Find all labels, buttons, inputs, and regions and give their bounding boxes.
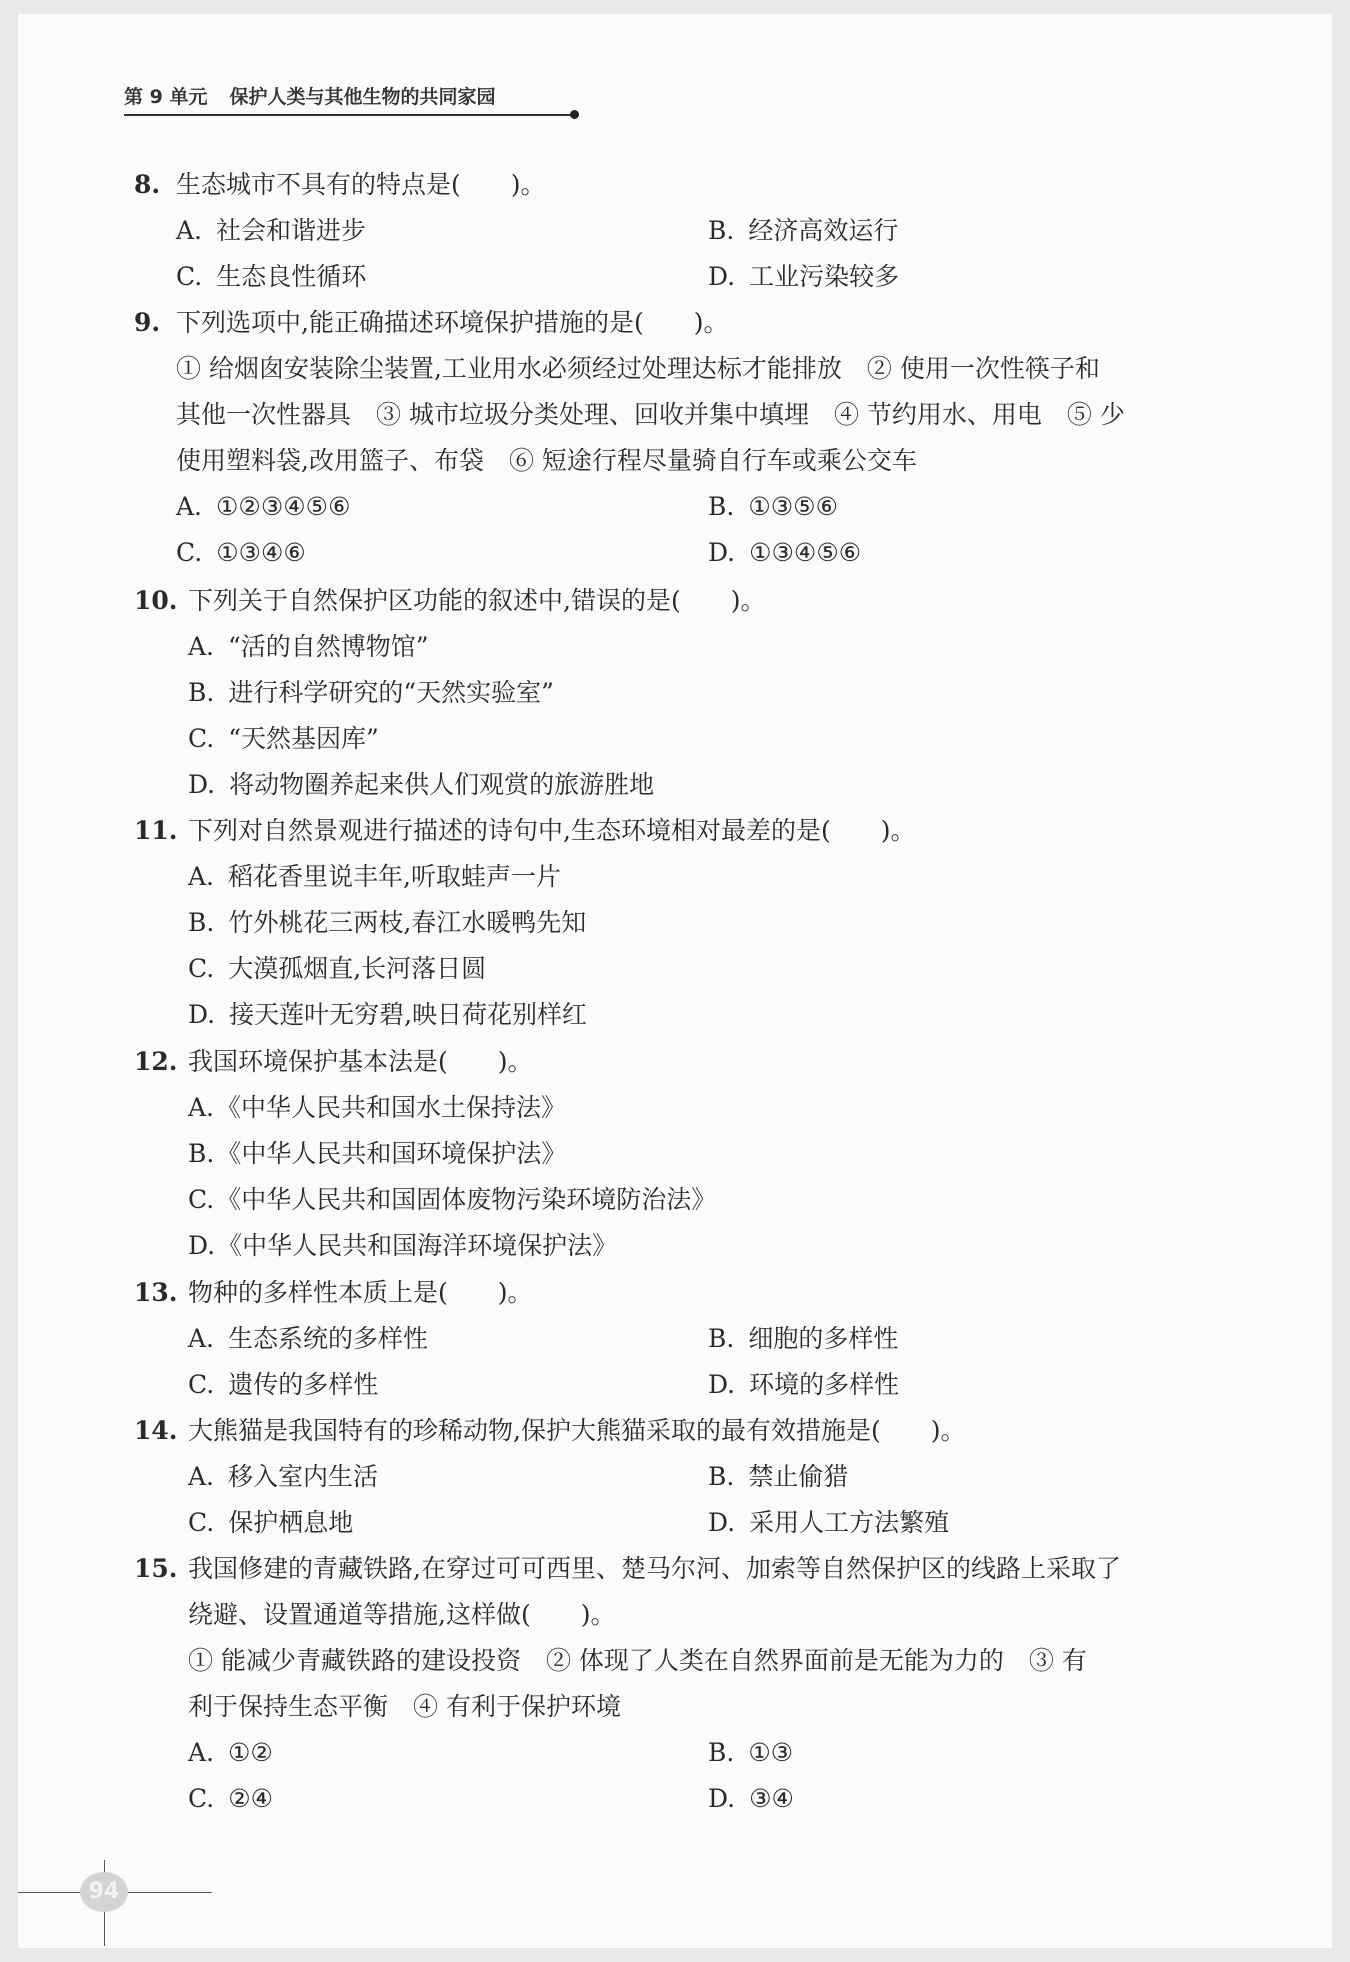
option-d: D. 接天莲叶无穷碧,映日荷花别样红 (188, 1000, 588, 1029)
header-rule (124, 114, 574, 116)
option-a: A. 社会和谐进步 (176, 216, 367, 245)
question-stem: 我国修建的青藏铁路,在穿过可可西里、楚马尔河、加索等自然保护区的线路上采取了 (188, 1554, 1121, 1583)
option-d: D. 环境的多样性 (708, 1370, 900, 1399)
question-stem: 下列关于自然保护区功能的叙述中,错误的是( )。 (188, 586, 766, 615)
option-d: D. ①③④⑤⑥ (708, 538, 862, 567)
option-a: A. 稻花香里说丰年,听取蛙声一片 (188, 862, 561, 891)
question-body-line: ① 给烟囱安装除尘装置,工业用水必须经过处理达标才能排放 ② 使用一次性筷子和 (176, 354, 1100, 383)
option-c: C. 生态良性循环 (176, 262, 367, 291)
option-c: C. 保护栖息地 (188, 1508, 354, 1537)
page-number: 94 (80, 1872, 128, 1912)
question-number: 15. (134, 1554, 178, 1583)
question-body-line: 其他一次性器具 ③ 城市垃圾分类处理、回收并集中填埋 ④ 节约用水、用电 ⑤ 少 (176, 400, 1125, 429)
option-b: B. 经济高效运行 (708, 216, 899, 245)
option-c: C. ①③④⑥ (176, 538, 306, 567)
header-dot (570, 110, 579, 119)
option-c: C. 大漠孤烟直,长河落日圆 (188, 954, 487, 983)
question-body-line: 绕避、设置通道等措施,这样做( )。 (188, 1600, 616, 1629)
unit-title: 保护人类与其他生物的共同家园 (229, 86, 496, 108)
question-number: 13. (134, 1278, 178, 1307)
question-body-line: ① 能减少青藏铁路的建设投资 ② 体现了人类在自然界面前是无能为力的 ③ 有 (188, 1646, 1087, 1675)
option-d: D. 将动物圈养起来供人们观赏的旅游胜地 (188, 770, 655, 799)
option-d: D. 工业污染较多 (708, 262, 900, 291)
unit-label: 第 9 单元 (124, 86, 208, 108)
question-number: 9. (134, 308, 161, 337)
option-a: A. 生态系统的多样性 (188, 1324, 429, 1353)
question-number: 14. (134, 1416, 178, 1445)
option-b: B.《中华人民共和国环境保护法》 (188, 1139, 567, 1168)
question-stem: 大熊猫是我国特有的珍稀动物,保护大熊猫采取的最有效措施是( )。 (188, 1416, 966, 1445)
option-a: A. ①② (188, 1738, 273, 1767)
question-body-line: 使用塑料袋,改用篮子、布袋 ⑥ 短途行程尽量骑自行车或乘公交车 (176, 446, 917, 475)
running-header (124, 82, 495, 109)
question-number: 11. (134, 816, 178, 845)
option-a: A. ①②③④⑤⑥ (176, 492, 351, 521)
option-a: A.《中华人民共和国水土保持法》 (188, 1093, 567, 1122)
option-a: A. “活的自然博物馆” (188, 632, 429, 661)
option-c: C. 遗传的多样性 (188, 1370, 379, 1399)
question-stem: 物种的多样性本质上是( )。 (188, 1278, 533, 1307)
question-number: 8. (134, 170, 161, 199)
option-d: D. 采用人工方法繁殖 (708, 1508, 950, 1537)
option-b: B. ①③ (708, 1738, 794, 1767)
option-b: B. ①③⑤⑥ (708, 492, 838, 521)
option-b: B. 禁止偷猎 (708, 1462, 849, 1491)
option-c: C.《中华人民共和国固体废物污染环境防治法》 (188, 1185, 717, 1214)
question-number: 10. (134, 586, 178, 615)
option-a: A. 移入室内生活 (188, 1462, 379, 1491)
question-stem: 生态城市不具有的特点是( )。 (176, 170, 546, 199)
option-d: D.《中华人民共和国海洋环境保护法》 (188, 1231, 618, 1260)
question-stem: 下列选项中,能正确描述环境保护措施的是( )。 (176, 308, 729, 337)
option-d: D. ③④ (708, 1784, 794, 1813)
question-number: 12. (134, 1047, 178, 1076)
question-stem: 下列对自然景观进行描述的诗句中,生态环境相对最差的是( )。 (188, 816, 916, 845)
option-b: B. 进行科学研究的“天然实验室” (188, 678, 554, 707)
question-stem: 我国环境保护基本法是( )。 (188, 1047, 533, 1076)
option-c: C. ②④ (188, 1784, 274, 1813)
option-b: B. 细胞的多样性 (708, 1324, 899, 1353)
option-c: C. “天然基因库” (188, 724, 379, 753)
question-body-line: 利于保持生态平衡 ④ 有利于保护环境 (188, 1692, 621, 1721)
option-b: B. 竹外桃花三两枝,春江水暖鸭先知 (188, 908, 587, 937)
